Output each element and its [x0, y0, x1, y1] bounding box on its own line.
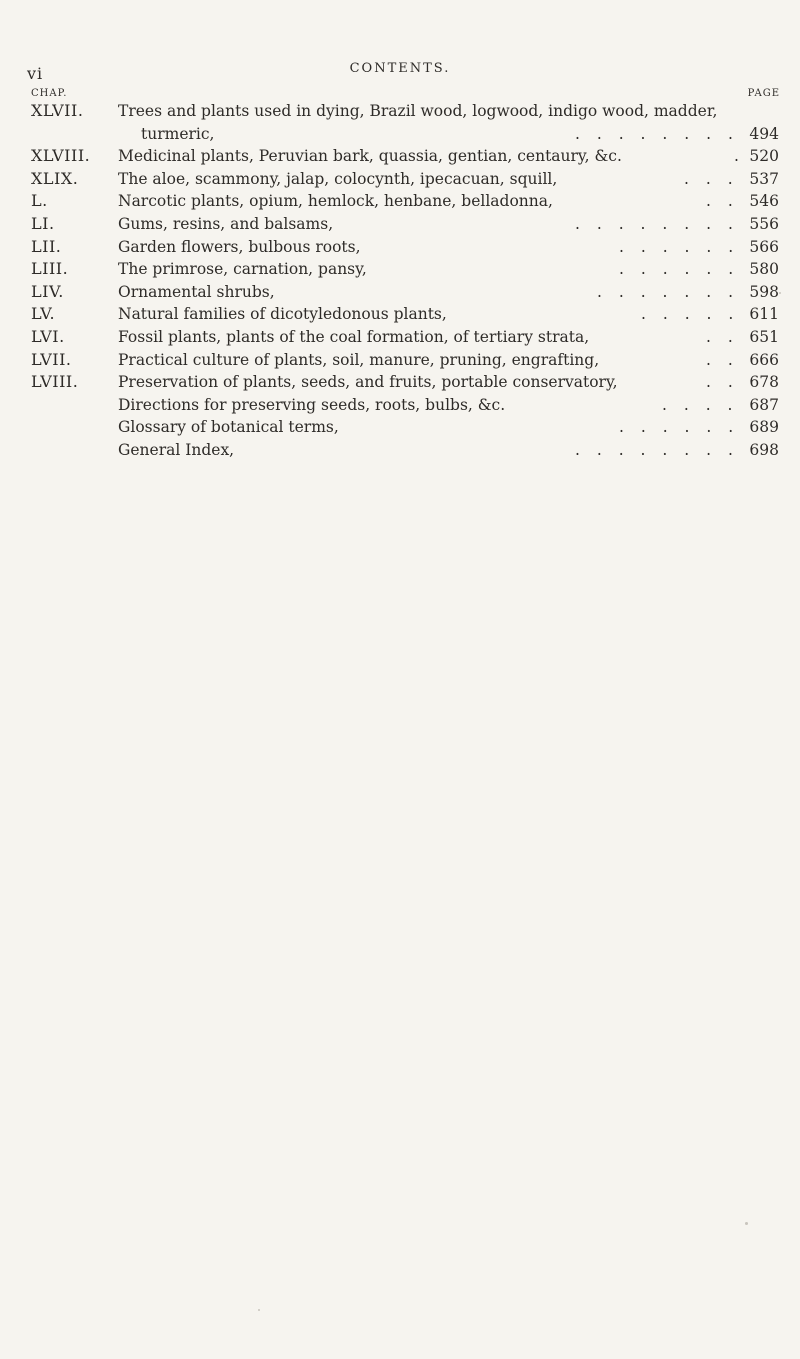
dot-leaders: . [734, 147, 739, 166]
page-reference: 580 [749, 260, 779, 279]
chapter-title: Medicinal plants, Peruvian bark, quassia, gentian, centaury, &c. [118, 147, 622, 166]
chapter-title: General Index, [118, 440, 235, 459]
page-number: vi [27, 64, 44, 83]
page-reference: 698 [749, 440, 779, 459]
toc-entry [0, 190, 800, 213]
chapter-title: Ornamental shrubs, [118, 282, 275, 301]
page-reference: 566 [749, 237, 779, 256]
chapter-number: LV. [31, 304, 56, 324]
toc-entry [0, 213, 800, 236]
dot-leaders: . . . . . [641, 305, 740, 324]
chapter-title: Directions for preserving seeds, roots, bulbs, &c. [118, 395, 506, 414]
chapter-number: LIV. [31, 281, 64, 301]
dot-leaders: . . . . . . [619, 418, 740, 437]
page-reference: 556 [749, 214, 779, 233]
table-of-contents [0, 100, 800, 462]
page-reference: 598 [749, 282, 779, 301]
toc-entry [0, 100, 800, 123]
paper-speck [258, 1309, 260, 1311]
chapter-title: Glossary of botanical terms, [118, 418, 339, 437]
column-heading-chap: CHAP. [31, 88, 68, 99]
chapter-title: Trees and plants used in dying, Brazil wood, logwood, indigo wood, madder, [118, 102, 718, 120]
chapter-number: LVI. [31, 326, 65, 346]
toc-entry [0, 416, 800, 439]
toc-entry [0, 281, 800, 304]
toc-entry [0, 168, 800, 191]
dot-leaders: . . [706, 327, 739, 346]
page-reference: 546 [749, 192, 779, 211]
page-reference: 494 [749, 124, 779, 143]
chapter-number: XLVIII. [31, 146, 91, 166]
page-reference: 666 [749, 350, 779, 369]
dot-leaders: . . [706, 373, 739, 392]
column-heading-page: PAGE [747, 88, 780, 99]
chapter-number: LII. [31, 236, 62, 256]
running-head: CONTENTS. [349, 61, 451, 76]
page-reference: 687 [749, 395, 779, 414]
chapter-title: Natural families of dicotyledonous plants, [118, 305, 447, 324]
dot-leaders: . . . . . . . . [575, 124, 739, 143]
toc-entry [0, 371, 800, 394]
dot-leaders: . . . . . . [619, 260, 740, 279]
dot-leaders: . . . . . . . [597, 282, 740, 301]
dot-leaders: . . [706, 350, 739, 369]
chapter-title: Practical culture of plants, soil, manure, pruning, engrafting, [118, 350, 600, 369]
dot-leaders: . . [706, 192, 739, 211]
toc-entry [0, 303, 800, 326]
chapter-title: Garden flowers, bulbous roots, [118, 237, 361, 256]
toc-entry [0, 258, 800, 281]
chapter-title: turmeric, [141, 124, 215, 143]
toc-entry [0, 394, 800, 417]
dot-leaders: . . . . . . [619, 237, 740, 256]
page-reference: 689 [749, 418, 779, 437]
dot-leaders: . . . . [662, 395, 739, 414]
dot-leaders: . . . . . . . . [575, 440, 739, 459]
chapter-title: Fossil plants, plants of the coal formation, of tertiary strata, [118, 327, 590, 346]
chapter-number: LVII. [31, 349, 72, 369]
chapter-number: LIII. [31, 259, 69, 279]
toc-entry [0, 349, 800, 372]
chapter-title: Gums, resins, and balsams, [118, 214, 334, 233]
toc-entry [0, 439, 800, 462]
dot-leaders: . . . [684, 169, 739, 188]
chapter-number: L. [31, 191, 48, 211]
chapter-title: The aloe, scammony, jalap, colocynth, ipecacuan, squill, [118, 169, 558, 188]
toc-entry [0, 236, 800, 259]
chapter-title: Narcotic plants, opium, hemlock, henbane, belladonna, [118, 192, 553, 211]
dot-leaders: . . . . . . . . [575, 214, 739, 233]
page-reference: 537 [749, 169, 779, 188]
page-reference: 678 [749, 373, 779, 392]
paper-speck [779, 292, 781, 294]
toc-entry [0, 123, 800, 146]
toc-entry [0, 145, 800, 168]
chapter-number: LVIII. [31, 372, 79, 392]
toc-entry [0, 326, 800, 349]
page-reference: 611 [749, 305, 779, 324]
chapter-number: LI. [31, 213, 55, 233]
chapter-title: Preservation of plants, seeds, and fruits, portable conservatory, [118, 373, 618, 392]
chapter-number: XLVII. [31, 101, 84, 120]
page-reference: 520 [749, 147, 779, 166]
chapter-title: The primrose, carnation, pansy, [118, 260, 367, 279]
paper-speck [745, 1222, 748, 1225]
page-reference: 651 [749, 327, 779, 346]
chapter-number: XLIX. [31, 168, 79, 188]
